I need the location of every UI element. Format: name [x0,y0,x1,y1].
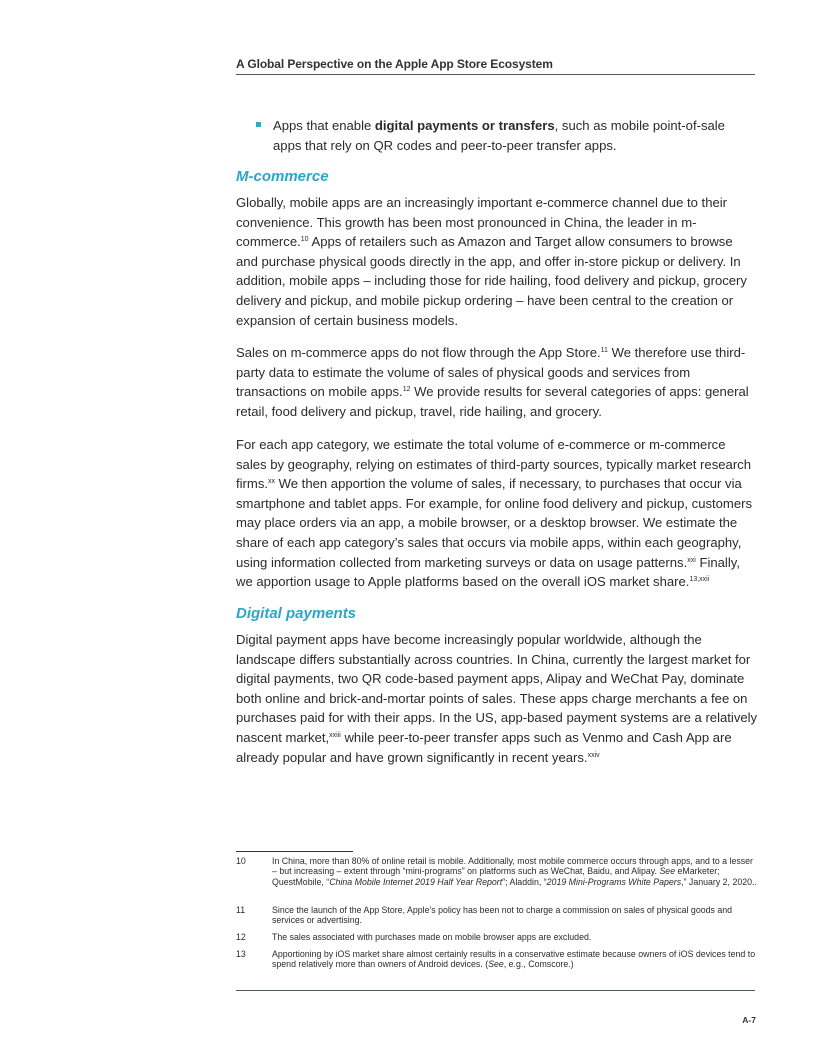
page-number: A-7 [742,1015,756,1025]
paragraph-mcommerce-method: For each app category, we estimate the total volume of e-commerce or m-commerce sales by geography, relying on estimates of third-party sources, typically market research firms.$^{xx}$ We then apportion the volume of sales, if necessary, to purchases that occur via smartphone and tablet apps. For example, for online food delivery and pickup, customers may place orders via an app, a mobile browser, or a desktop browser. We estimate the share of each app category’s sales that occurs via mobile apps, within each geography, using information collected from marketing surveys or data on usage patterns.$^{xxi}$ Finally, we apportion usage to Apple platforms based on the overall iOS market share.$^{13,xxii}$ [236,437,753,590]
paragraph-digital-payments: Digital payment apps have become increasingly popular worldwide, although the landscape differs substantially across countries. In China, currently the largest market for digital payments, two QR code-based payment apps, Alipay and WeChat Pay, dominate both online and brick-and-mortar points of sales. These apps charge merchants a fee on purchases paid for with their apps. In the US, app-based payment systems are a relatively nascent market,$^{xxiii}$ while peer-to-peer transfer apps such as Venmo and Cash App are already popular and have grown significantly in recent years.$^{xxiv}$ [236,632,758,765]
heading-digital-payments: Digital payments [236,605,357,622]
footnote-number: 11 [236,905,246,915]
footnote-ref: 11 [600,347,608,354]
paragraph-mcommerce-sales: Sales on m-commerce apps do not flow through the App Store.$^{11}$ We therefore use third-party data to estimate the volume of sales of physical goods and services from transactions on mobile apps.$^{12}$ We provide results for several categories of apps: general retail, food delivery and pickup, travel, ride hailing, and grocery. [236,345,749,419]
heading-mcommerce: M-commerce [236,168,329,185]
endnote-ref: xxiv [587,751,600,759]
bullet-text: Apps that enable digital payments or transfers, such as mobile point-of-sale apps that rely on QR codes and peer-to-peer transfer apps. [273,118,725,153]
footnote-number: 10 [236,856,246,866]
footnote-text: In China, more than 80% of online retail is mobile. Additionally, most mobile commerce occurs through apps, and to a lesser – but increasing – extent through “mini-programs” on platforms such as WeChat, Baidu, and Alipay. See eMarketer; QuestMobile, “China Mobile Internet 2019 Half Year Report”; Aladdin, “2019 Mini-Programs White Papers,” January 2, 2020.. [272,856,757,887]
footnote-number: 12 [236,932,246,942]
footnote-divider [236,851,353,852]
footnote-text: Apportioning by iOS market share almost certainly results in a conservative estimate because owners of iOS devices tend to spend relatively more than owners of Android devices. (See, e.g., Comscore.) [272,949,756,970]
footnote-text: The sales associated with purchases made on mobile browser apps are excluded. [272,932,592,942]
bullet-bold-phrase: digital payments or transfers [374,118,555,133]
footnote-ref: 12 [402,386,411,394]
endnote-ref: xxiii [329,731,341,739]
footer-divider [236,990,755,991]
endnote-ref: xx [268,478,275,486]
bullet-square-icon [256,122,261,127]
paragraph-mcommerce-intro: Globally, mobile apps are an increasingly important e-commerce channel due to their convenience. This growth has been most pronounced in China, the leader in m-commerce.$^{10}$ Apps of retailers such as Amazon and Target allow consumers to browse and purchase physical goods directly in the app, and offer in-store pickup or delivery. In addition, mobile apps – including those for ride hailing, food delivery and pickup, grocery delivery and pickup, and mobile pickup ordering – have been central to the creation or expansion of certain business models. [236,195,747,328]
running-header: A Global Perspective on the Apple App Store Ecosystem [236,57,553,71]
header-divider [236,74,755,75]
footnote-ref: 10 [300,236,309,244]
endnote-ref: xxi [687,556,696,564]
footnote-number: 13 [236,949,246,959]
footnote-text: Since the launch of the App Store, Apple’s policy has been not to charge a commission on sales of physical goods and services or advertising. [272,905,733,926]
footnote-ref: 13,xxii [689,576,710,584]
